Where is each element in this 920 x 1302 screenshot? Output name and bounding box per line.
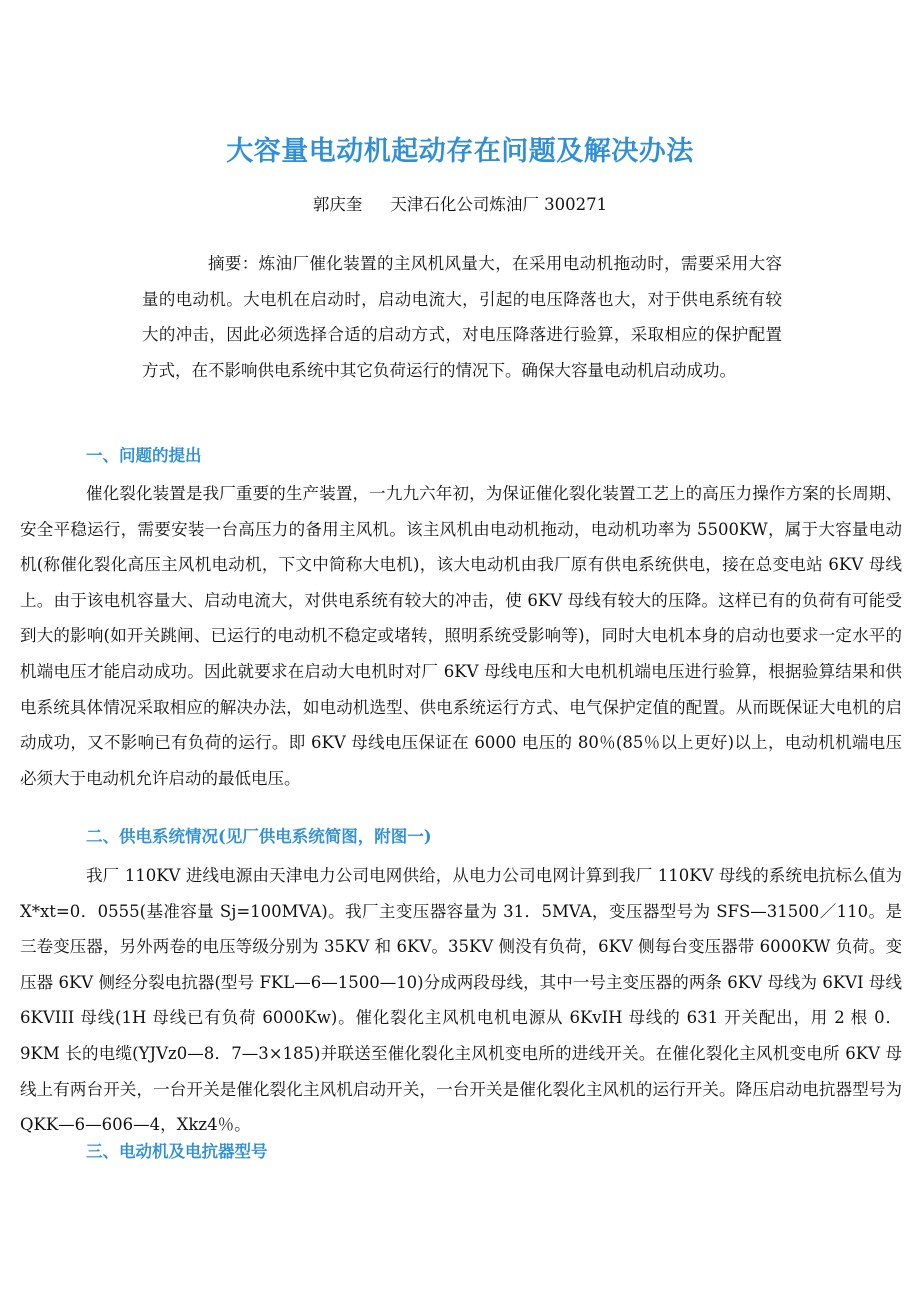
author-line [0,190,920,220]
section-heading-2: 二、供电系统情况(见厂供电系统简图，附图一) [86,827,432,846]
abstract: 摘要：炼油厂催化装置的主风机风量大，在采用电动机拖动时，需要采用大容量的电动机。大电机在启动时，启动电流大，引起的电压降落也大，对于供电系统有较大的冲击，因此必须选择合适的启动方式，对电压降落进行验算，采取相应的保护配置方式，在不影响供电系统中其它负荷运行的情况下。确保大容量电动机启动成功。 [142,254,782,380]
author-affiliation: 天津石化公司炼油厂 300271 [390,195,608,214]
document-title: 大容量电动机起动存在问题及解决办法 [226,136,694,168]
section-body-2: 我厂 110KV 进线电源由天津电力公司电网供给，从电力公司电网计算到我厂 110KV 母线的系统电抗标么值为 X*xt=0．0555(基准容量 Sj=100MVA)。我厂主变压器容量为 31．5MVA，变压器型号为 SFS—31500／110。是三卷变压器，另外两卷的电压等级分别为 35KV 和 6KV。35KV 侧没有负荷，6KV 侧每台变压器带 6000KW 负荷。变压器 6KV 侧经分裂电抗器(型号 FKL—6—1500—10)分成两段母线，其中一号主变压器的两条 6KV 母线为 6KVI 母线 6KVIII 母线(1H 母线已有负荷 6000Kw)。催化裂化主风机电机电源从 6KvIH 母线的 631 开关配出，用 2 根 0．9KM 长的电缆(YJVz0—8．7—3×185)并联送至催化裂化主风机变电所的进线开关。在催化裂化主风机变电所 6KV 母线上有两台开关，一台开关是催化裂化主风机启动开关，一台开关是催化裂化主风机的运行开关。降压启动电抗器型号为 QKK—6—606—4，Xkz4％。 [20,866,902,1135]
section-heading-1: 一、问题的提出 [86,446,202,465]
author-name: 郭庆奎 [312,195,363,214]
section-body-1: 催化裂化装置是我厂重要的生产装置，一九九六年初，为保证催化裂化装置工艺上的高压力操作方案的长周期、安全平稳运行，需要安装一台高压力的备用主风机。该主风机由电动机拖动，电动机功率为 5500KW，属于大容量电动机(称催化裂化高压主风机电动机，下文中简称大电机)，该大电动机由我厂原有供电系统供电，接在总变电站 6KV 母线上。由于该电机容量大、启动电流大，对供电系统有较大的冲击，使 6KV 母线有较大的压降。这样已有的负荷有可能受到大的影响(如开关跳闸、已运行的电动机不稳定或堵转，照明系统受影响等)，同时大电机本身的启动也要求一定水平的机端电压才能启动成功。因此就要求在启动大电机时对厂 6KV 母线电压和大电机机端电压进行验算，根据验算结果和供电系统具体情况采取相应的解决办法，如电动机选型、供电系统运行方式、电气保护定值的配置。从而既保证大电机的启动成功，又不影响已有负荷的运行。即 6KV 母线电压保证在 6000 电压的 80％(85％以上更好)以上，电动机机端电压必须大于电动机允许启动的最低电压。 [20,484,902,788]
section-heading-3: 三、电动机及电抗器型号 [86,1142,268,1161]
